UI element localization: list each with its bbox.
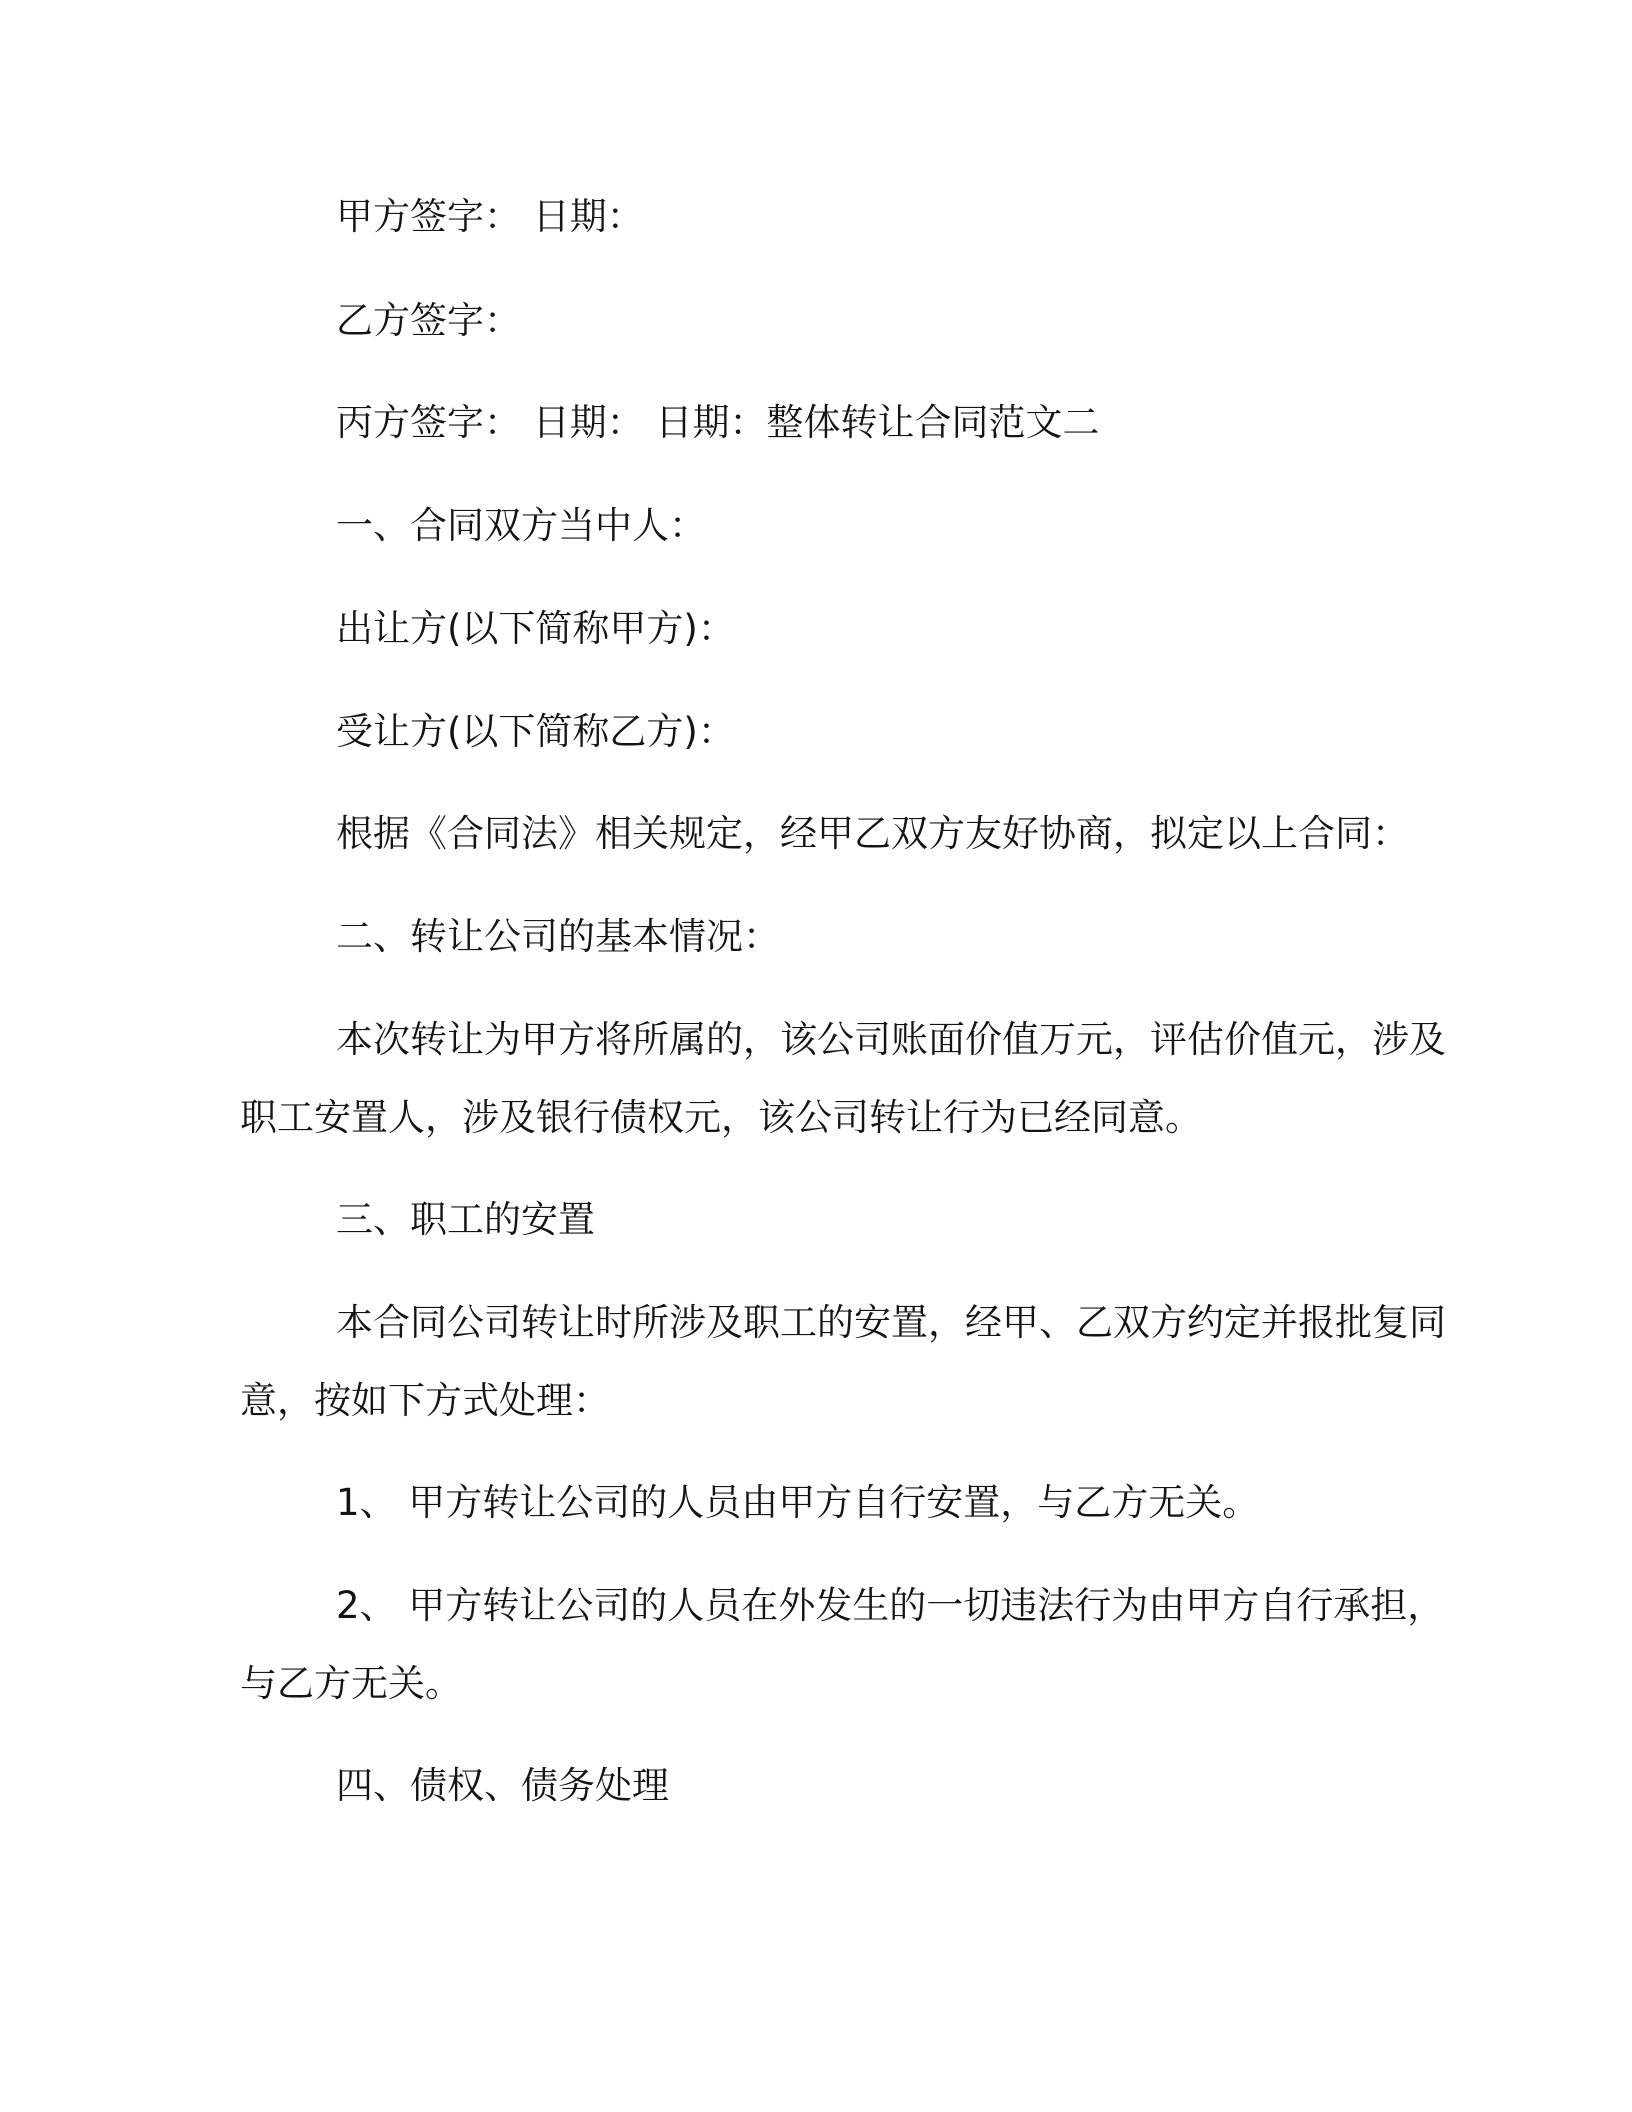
transferor-line: 出让方(以下简称甲方)：: [336, 607, 735, 650]
staff-clause-1: 1、 甲方转让公司的人员由甲方自行安置，与乙方无关。: [336, 1481, 1260, 1524]
transferee-line: 受让方(以下简称乙方)：: [336, 710, 735, 753]
staff-placement-paragraph: 本合同公司转让时所涉及职工的安置，经甲、乙双方约定并报批复同意，按如下方式处理：: [240, 1301, 1446, 1422]
party-b-signature-line: 乙方签字：: [336, 299, 521, 342]
party-a-signature-line: 甲方签字： 日期：: [336, 195, 644, 238]
party-c-signature-line: 丙方签字： 日期： 日期：整体转让合同范文二: [336, 401, 1100, 444]
section-heading-parties: 一、合同双方当中人：: [336, 504, 706, 547]
section-heading-staff: 三、职工的安置: [336, 1198, 595, 1241]
legal-basis-paragraph: 根据《合同法》相关规定，经甲乙双方友好协商，拟定以上合同：: [336, 812, 1409, 855]
company-info-paragraph: 本次转让为甲方将所属的，该公司账面价值万元，评估价值元，涉及职工安置人，涉及银行债权元，该公司转让行为已经同意。: [240, 1018, 1446, 1139]
section-heading-debts: 四、债权、债务处理: [336, 1764, 669, 1807]
staff-clause-2: 2、 甲方转让公司的人员在外发生的一切违法行为由甲方自行承担，与乙方无关。: [240, 1584, 1445, 1705]
section-heading-company-info: 二、转让公司的基本情况：: [336, 915, 780, 958]
